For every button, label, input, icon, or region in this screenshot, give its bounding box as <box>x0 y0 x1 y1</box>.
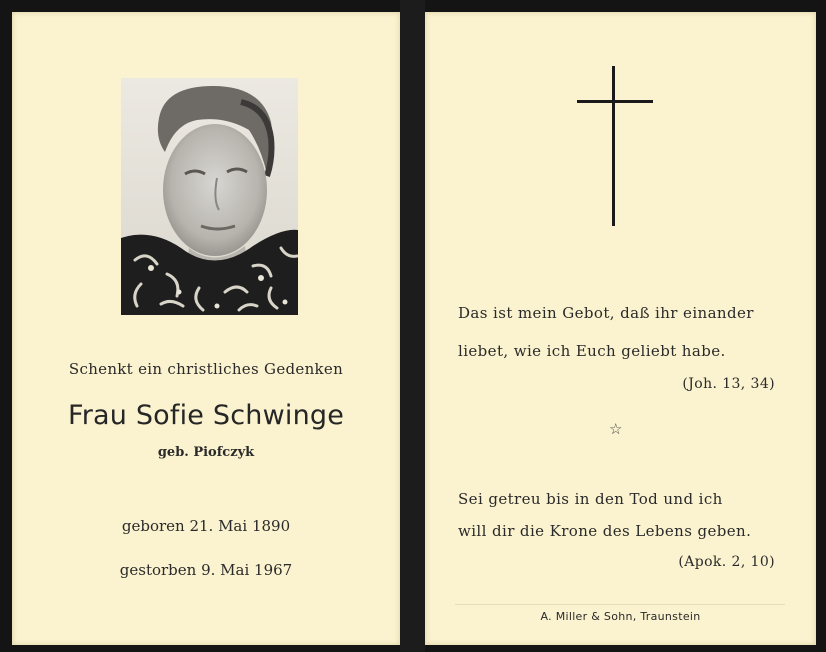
verse-2-line-1: Sei getreu bis in den Tod und ich <box>458 490 723 508</box>
portrait-photo <box>121 78 298 315</box>
deceased-name: Frau Sofie Schwinge <box>67 400 345 431</box>
cross-icon <box>425 12 816 252</box>
divider <box>455 604 785 605</box>
star-icon: ☆ <box>609 420 623 438</box>
verse-2-reference: (Apok. 2, 10) <box>678 554 775 570</box>
memorial-card-back <box>425 12 816 645</box>
birth-date: geboren 21. Mai 1890 <box>121 517 291 535</box>
memorial-card-front <box>12 12 400 645</box>
dedication-text: Schenkt ein christliches Gedenken <box>68 360 344 378</box>
verse-1-line-2: liebet, wie ich Euch geliebt habe. <box>458 342 726 360</box>
portrait-photo-image <box>121 78 298 315</box>
printer-imprint: A. Miller & Sohn, Traunstein <box>540 610 701 623</box>
maiden-name: geb. Piofczyk <box>157 445 255 460</box>
verse-1-line-1: Das ist mein Gebot, daß ihr einander <box>458 304 754 322</box>
death-date: gestorben 9. Mai 1967 <box>119 561 293 579</box>
verse-2-line-2: will dir die Krone des Lebens geben. <box>458 522 752 540</box>
card-fold <box>400 0 425 652</box>
verse-1-reference: (Joh. 13, 34) <box>682 376 775 392</box>
